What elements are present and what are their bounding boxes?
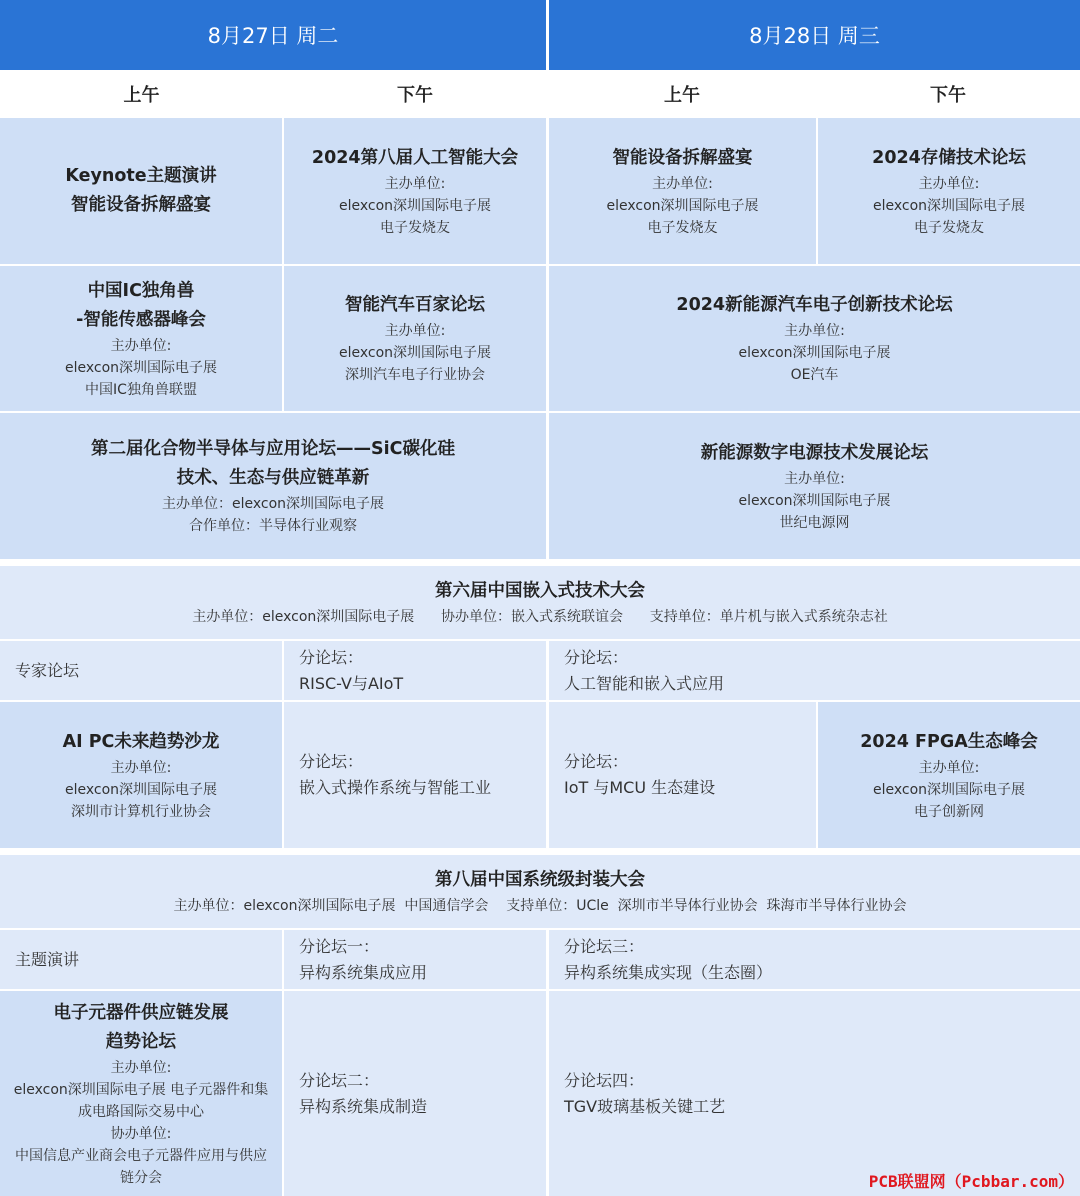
subforum-three-cell (549, 930, 1080, 989)
partner-line: 合作单位：半导体行业观察 (189, 518, 357, 534)
organizer-name: OE汽车 (790, 367, 839, 383)
organizer-name: 电子发烧友 (380, 219, 450, 236)
ic-unicorn-cell (0, 266, 282, 411)
subforum-label: 分论坛： (564, 647, 629, 667)
organizer-name: elexcon深圳国际电子展 (338, 345, 492, 361)
organizer-name: 电子发烧友 (647, 219, 718, 236)
session-title: 电子元器件供应链发展 (53, 1002, 229, 1023)
subforum-name: 异构系统集成实现（生态圈） (564, 962, 773, 982)
session-title: AI PC未来趋势沙龙 (62, 731, 220, 752)
subforum-name: 嵌入式操作系统与智能工业 (299, 778, 492, 797)
digital-power-forum-cell (549, 413, 1080, 559)
keynote-title: Keynote主题演讲 (65, 166, 217, 186)
session-title: 第二届化合物半导体与应用论坛——SiC碳化硅 (91, 439, 455, 459)
day1-pm-header: 下午 (397, 85, 433, 106)
day1-header (0, 0, 546, 70)
organizer-label: 主办单位: (652, 175, 713, 192)
riscv-aiot-cell (284, 641, 546, 700)
subforum-name: 人工智能和嵌入式应用 (564, 673, 725, 693)
organizer-label: 主办单位: (918, 759, 980, 776)
session-title: 2024第八届人工智能大会 (311, 147, 519, 168)
organizer-name: 深圳市计算机行业协会 (71, 803, 211, 820)
supply-chain-forum-cell (0, 991, 282, 1196)
expert-forum-label: 专家论坛 (15, 660, 80, 680)
co-organizer-name: 中国信息产业商会电子元器件应用与供应 (15, 1147, 267, 1164)
organizer-name: 电子创新网 (914, 803, 984, 820)
keynote-cell (0, 118, 282, 264)
organizer-line: 主办单位：elexcon深圳国际电子展 (161, 496, 385, 512)
organizer-label: 主办单位: (110, 759, 172, 776)
day2-am-header: 上午 (664, 85, 700, 106)
organizer-name: elexcon深圳国际电子展 (64, 781, 218, 798)
subforum-two-cell (284, 991, 546, 1196)
watermark: PCB联盟网（Pcbbar.com） (868, 1172, 1074, 1191)
organizer-name: 电子发烧友 (914, 219, 984, 236)
session-title-line2: 趋势论坛 (106, 1031, 176, 1052)
co-organizer-label: 协办单位: (110, 1125, 172, 1142)
organizer-name: elexcon深圳国际电子展 (606, 197, 759, 214)
subforum-label: 分论坛四： (564, 1070, 645, 1090)
session-title: 智能设备拆解盛宴 (612, 147, 753, 168)
day2-header (549, 0, 1080, 70)
organizer-name: 深圳汽车电子行业协会 (345, 367, 485, 383)
smart-car-forum-cell (284, 266, 546, 411)
subforum-name: RISC-V与AIoT (299, 673, 404, 693)
subforum-label: 分论坛一： (299, 936, 380, 956)
keynote-speech-label: 主题演讲 (15, 949, 80, 969)
teardown-cell (549, 118, 816, 264)
session-title-line2: 技术、生态与供应链革新 (176, 468, 370, 488)
organizer-label: 主办单位: (384, 175, 446, 192)
subforum-name: TGV玻璃基板关键工艺 (564, 1096, 726, 1116)
subforum-four-cell (549, 991, 1080, 1196)
organizer-label: 主办单位: (110, 1059, 172, 1076)
day2-pm-header: 下午 (930, 85, 966, 106)
day1-label: 8月27日 周二 (207, 24, 339, 48)
organizer-label: 主办单位: (110, 337, 172, 354)
subforum-label: 分论坛： (299, 752, 364, 771)
organizer-name: elexcon深圳国际电子展 (872, 197, 1026, 214)
organizer-name: 世纪电源网 (779, 514, 850, 531)
session-title: 2024 FPGA生态峰会 (860, 731, 1038, 752)
conference-organizers: 主办单位：elexcon深圳国际电子展 协办单位：嵌入式系统联谊会 支持单位：单片机与嵌入式系统杂志社 (192, 609, 888, 625)
fpga-summit-cell (818, 702, 1080, 848)
ai-embedded-cell (549, 641, 1080, 700)
organizer-label: 主办单位: (918, 175, 980, 192)
conference-title: 第六届中国嵌入式技术大会 (435, 581, 645, 601)
organizer-name: elexcon深圳国际电子展 (338, 197, 492, 214)
ai-conference-cell (284, 118, 546, 264)
expert-forum-cell (0, 641, 282, 700)
sip-conference-header (0, 855, 1080, 928)
subforum-name: 异构系统集成制造 (299, 1096, 428, 1116)
conference-organizers: 主办单位：elexcon深圳国际电子展 中国通信学会 支持单位：UCle 深圳市半导体行业协会 珠海市半导体行业协会 (173, 898, 907, 914)
subforum-label: 分论坛： (299, 647, 364, 667)
subforum-label: 分论坛三： (564, 936, 645, 956)
subforum-name: 异构系统集成应用 (299, 962, 428, 982)
subforum-label: 分论坛： (564, 752, 629, 771)
session-title: 2024新能源汽车电子创新技术论坛 (676, 295, 953, 315)
sic-forum-cell (0, 413, 546, 559)
nev-electronics-forum-cell (549, 266, 1080, 411)
embedded-os-cell (284, 702, 546, 848)
embedded-conference-header (0, 566, 1080, 639)
storage-forum-cell (818, 118, 1080, 264)
subforum-name: IoT 与MCU 生态建设 (564, 778, 716, 797)
day1-am-header: 上午 (123, 85, 160, 106)
session-title: 2024存储技术论坛 (872, 147, 1026, 168)
ai-pc-salon-cell (0, 702, 282, 848)
iot-mcu-cell (549, 702, 816, 848)
organizer-name: elexcon深圳国际电子展 (872, 781, 1026, 798)
session-title: 新能源数字电源技术发展论坛 (700, 442, 929, 463)
session-title: 中国IC独角兽 (87, 280, 195, 301)
subforum-label: 分论坛二： (299, 1070, 380, 1090)
co-organizer-name: 链分会 (120, 1169, 162, 1186)
organizer-name: 中国IC独角兽联盟 (85, 381, 197, 398)
organizer-label: 主办单位: (784, 323, 845, 339)
organizer-name: elexcon深圳国际电子展 (738, 492, 891, 509)
day2-label: 8月28日 周三 (749, 24, 880, 48)
keynote-speech-cell (0, 930, 282, 989)
session-title: 智能汽车百家论坛 (345, 295, 485, 315)
organizer-label: 主办单位: (384, 323, 446, 339)
organizer-name: elexcon深圳国际电子展 (64, 359, 218, 376)
organizer-name: elexcon深圳国际电子展 电子元器件和集 (13, 1081, 269, 1098)
subforum-one-cell (284, 930, 546, 989)
conference-title: 第八届中国系统级封装大会 (435, 870, 645, 890)
organizer-name: elexcon深圳国际电子展 (738, 345, 891, 361)
organizer-name: 成电路国际交易中心 (78, 1103, 204, 1120)
keynote-subtitle: 智能设备拆解盛宴 (71, 195, 211, 215)
session-title-line2: -智能传感器峰会 (76, 309, 206, 330)
organizer-label: 主办单位: (784, 470, 845, 487)
